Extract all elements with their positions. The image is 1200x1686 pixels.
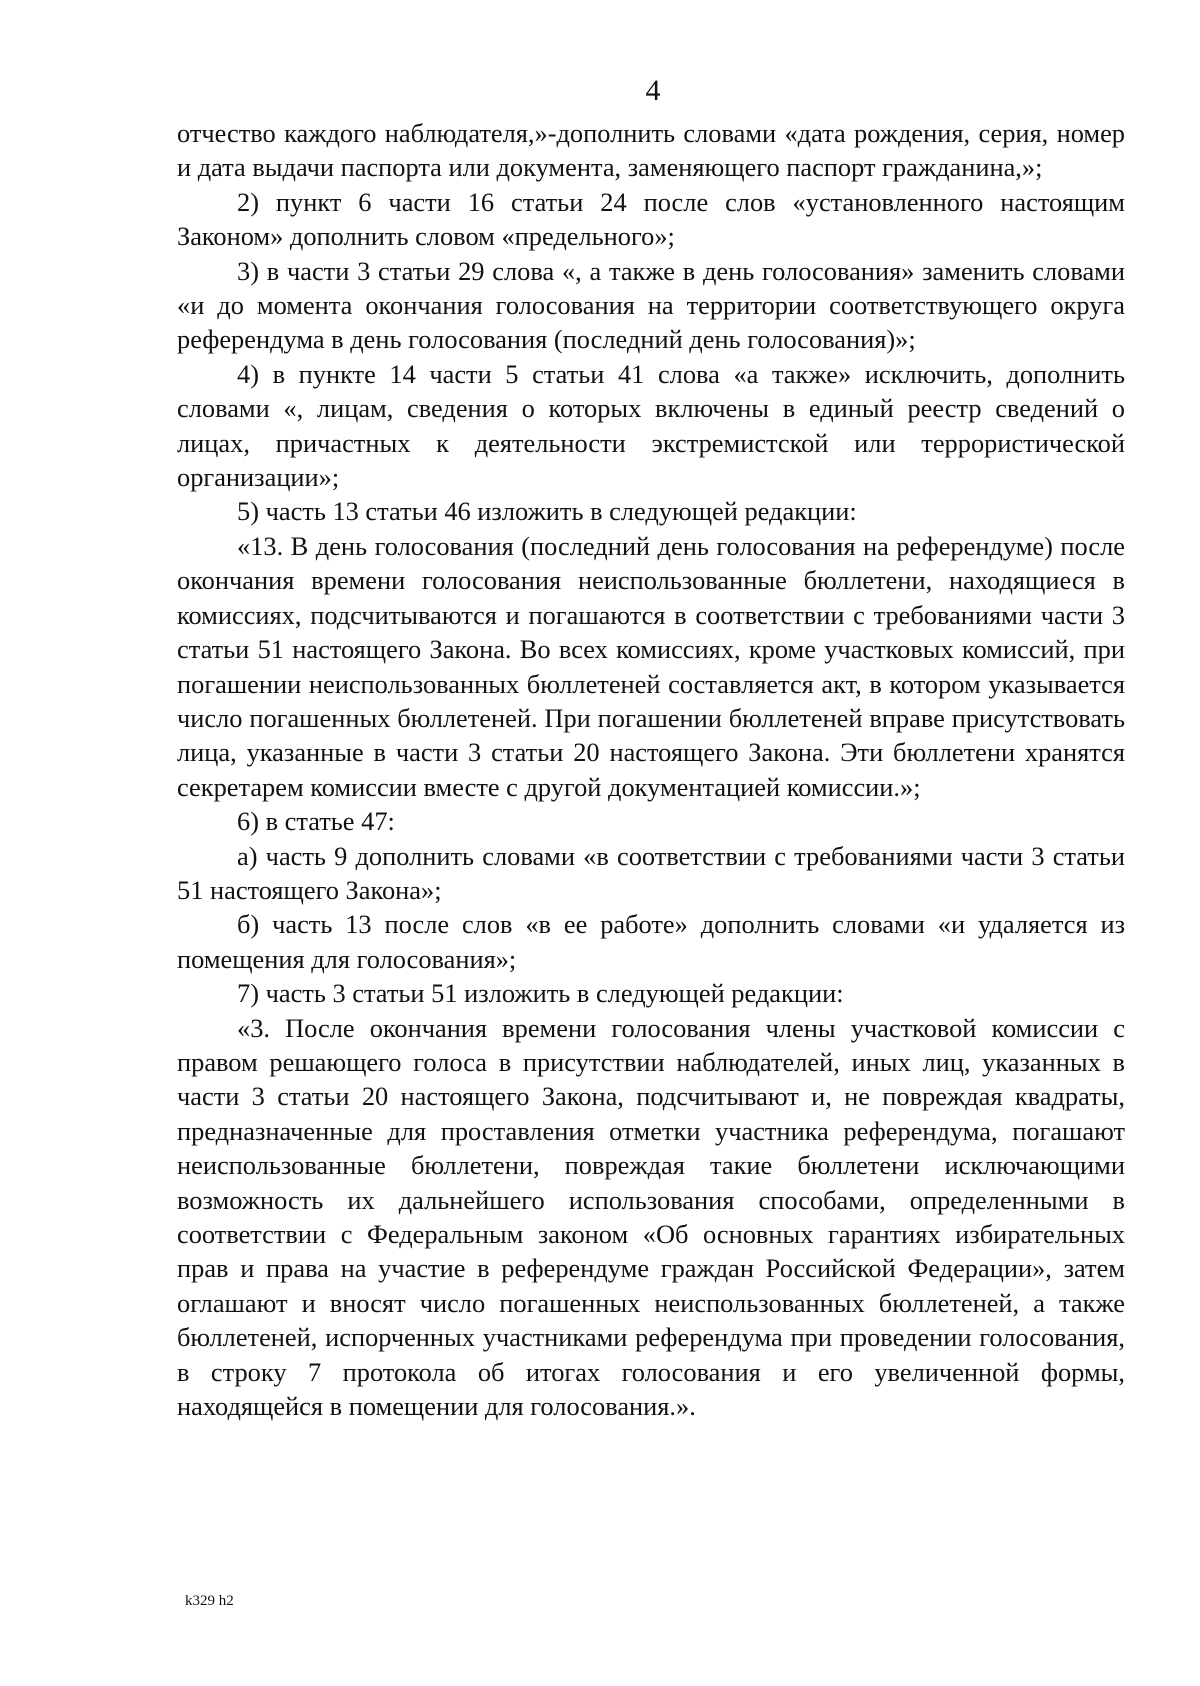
- paragraph-continuation: отчество каждого наблюдателя,»-дополнить словами «дата рождения, серия, номер и дата выдачи паспорта или документа, заменяющего паспорт гражданина,»;: [177, 118, 1125, 183]
- paragraph-quote-13: «13. В день голосования (последний день голосования на референдуме) после окончания времени голосования неиспользованные бюллетени, находящиеся в комиссиях, подсчитываются и погашаются в соответствии с требованиями части 3 статьи 51 настоящего Закона. Во всех комиссиях, кроме участковых комиссий, при погашении неиспользованных бюллетеней составляется акт, в котором указывается число погашенных бюллетеней. При погашении бюллетеней вправе присутствовать лица, указанные в части 3 статьи 20 настоящего Закона. Эти бюллетени хранятся секретарем комиссии вместе с другой документацией комиссии.»;: [177, 530, 1125, 802]
- paragraph-item-7: 7) часть 3 статьи 51 изложить в следующей редакции:: [237, 978, 844, 1009]
- paragraph-item-5: 5) часть 13 статьи 46 изложить в следующей редакции:: [237, 496, 857, 527]
- paragraph-item-6b: б) часть 13 после слов «в ее работе» дополнить словами «и удаляется из помещения для голосования»;: [177, 909, 1125, 974]
- paragraph-item-4: 4) в пункте 14 части 5 статьи 41 слова «а также» исключить, дополнить словами «, лицам, сведения о которых включены в единый реестр сведений о лицах, причастных к деятельности экстремистской или террористической организации»;: [177, 358, 1125, 493]
- paragraph-item-6a: а) часть 9 дополнить словами «в соответствии с требованиями части 3 статьи 51 настоящего Закона»;: [177, 840, 1125, 905]
- paragraph-item-6: 6) в статье 47:: [237, 806, 395, 837]
- paragraph-item-3: 3) в части 3 статьи 29 слова «, а также в день голосования» заменить словами «и до момента окончания голосования на территории соответствующего округа референдума в день голосования (последний день голосования)»;: [177, 255, 1125, 355]
- footer-document-code: k329 h2: [185, 1593, 234, 1609]
- paragraph-item-2: 2) пункт 6 части 16 статьи 24 после слов «установленного настоящим Законом» дополнить словом «предельного»;: [177, 186, 1125, 252]
- page-number: 4: [645, 74, 661, 107]
- document-body: [177, 116, 1125, 1423]
- paragraph-quote-3: «3. После окончания времени голосования члены участковой комиссии с правом решающего голоса в присутствии наблюдателей, иных лиц, указанных в части 3 статьи 20 настоящего Закона, подсчитывают и, не повреждая квадраты, предназначенные для проставления отметки участника референдума, погашают неиспользованные бюллетени, повреждая такие бюллетени исключающими возможность их дальнейшего использования способами, определенными в соответствии с Федеральным законом «Об основных гарантиях избирательных прав и права на участие в референдуме граждан Российской Федерации», затем оглашают и вносят число погашенных неиспользованных бюллетеней, а также бюллетеней, испорченных участниками референдума при проведении голосования, в строку 7 протокола об итогах голосования и его увеличенной формы, находящейся в помещении для голосования.».: [177, 1012, 1125, 1422]
